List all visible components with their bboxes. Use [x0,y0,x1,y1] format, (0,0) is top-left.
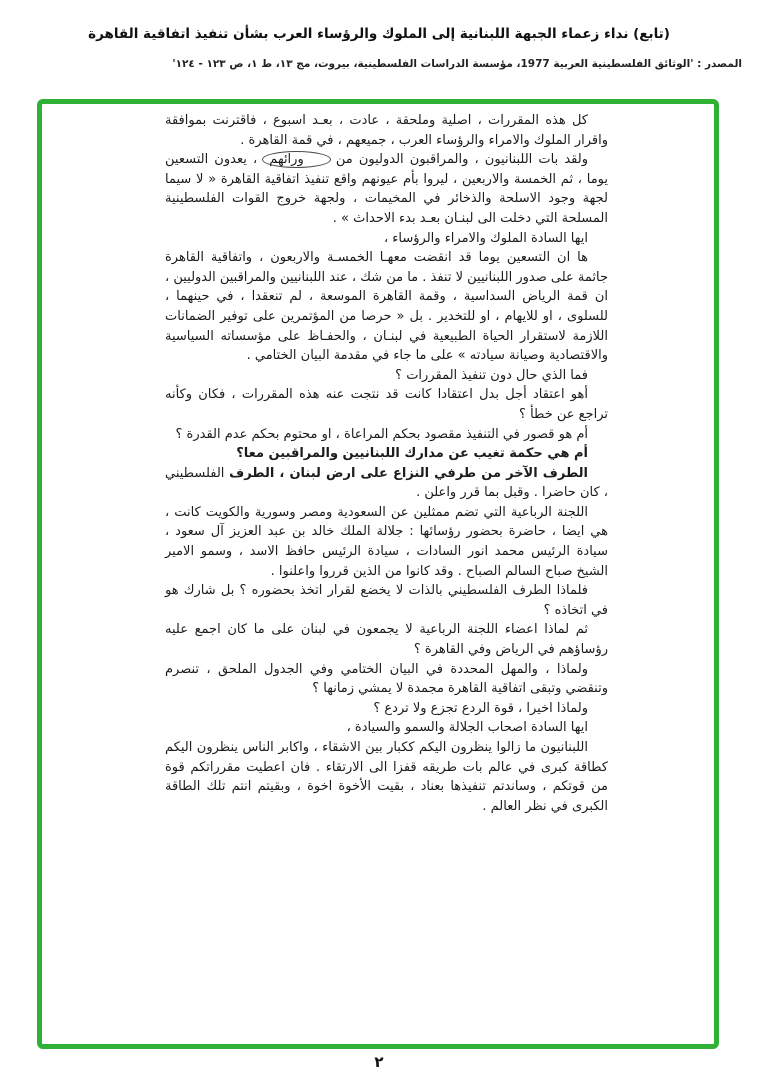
paragraph-emphasized: أم هي حكمة تغيب عن مدارك اللبنانيين والمراقبين معا؟ [236,446,588,462]
paragraph [165,150,608,228]
paragraph: ايها السادة اصحاب الجلالة والسمو والسيادة ، [346,720,588,736]
paragraph: فما الذي حال دون تنفيذ المقررات ؟ [395,367,588,383]
paragraph-text: ولقد بات اللبنانيون ، والمراقبون الدوليون من [329,152,588,168]
paragraph: ولماذا اخيرا ، قوة الردع تجزع ولا تردع ؟ [373,700,588,716]
document-body [165,111,608,816]
paragraph-text: الفلسطيني ، كان حاضرا . وقبل بما قرر واعلن . [165,465,608,501]
paragraph: ولماذا ، والمهل المحددة في البيان الختامي وفي الجدول الملحق ، تنصرم وتنقضي وتبقى اتفاقية القاهرة مجمدة لا يمشي زمانها ؟ [165,661,608,697]
paragraph: اللجنة الرباعية التي تضم ممثلين عن السعودية ومصر وسورية والكويت كانت ، هي ايضا ، حاضرة بحضور رؤسائها : جلالة الملك خالد بن عبد العزيز آل سعود ، سيادة الرئيس محمد انور السادات ، سيادة الرئيس حافظ الاسد ، وسمو الامير الشيخ صباح السالم الصباح . وقد كانوا من الذين قرروا واعلنوا . [165,504,608,579]
paragraph [165,464,608,503]
paragraph: فلماذا الطرف الفلسطيني بالذات لا يخضع لقرار اتخذ بحضوره ؟ بل شارك هو في اتخاذه ؟ [165,583,608,618]
paragraph: أهو اعتقاد أجل بدل اعتقادا كانت قد نتجت عنه هذه المقررات ، فكان وكأنه تراجع عن خطأ ؟ [165,387,608,422]
paragraph: أم هو قصور في التنفيذ مقصود بحكم المراعاة ، او محتوم بحكم عدم القدرة ؟ [175,426,588,442]
paragraph: كل هذه المقررات ، اصلية وملحقة ، عادت ، بعـد اسبوع ، فاقترنت بموافقة واقرار الملوك والامراء والرؤساء العرب ، جميعهم ، في قمة القاهرة . [165,113,608,148]
paragraph: ايها السادة الملوك والامراء والرؤساء ، [383,230,588,246]
paragraph-bold-lead: الطرف الآخر من طرفي النزاع على ارض لبنان ، الطرف [229,465,588,481]
paragraph: اللبنانيون ما زالوا ينظرون اليكم ككبار بين الاشقاء ، واكابر الناس ينظرون اليكم كطاقة كبرى في عالم بات طريقه قفزا الى الارتقاء . فان اعطيت مقرراتكم قوة من قوتكم ، وساندتم تنفيذها بعناد ، بقيت الأخوة اخوة ، وبقيتم انتم تلك الطاقة الكبرى في نظر العالم . [165,740,608,814]
circled-word-annotation: ورائهم [262,151,330,168]
paragraph: ها ان التسعين يوما قد انقضت معهـا الخمسـة والاربعون ، واتفاقية القاهرة جاثمة على صدور اللبنانيين لا تنفذ . ما من شك ، عند اللبنانيين والمراقبين الدوليين ، ان قمة الرياض السداسية ، وقمة القاهرة الموسعة ، لم تنعقدا ، في حينهما ، للسلوى ، او للايهام ، او للتخدير . بل « حرصا من المؤتمرين على توفير الضمانات اللازمة لاستقرار الحياة الطبيعية في لبنـان ، والحفـاظ على مؤسساته السياسية والاقتصادية وصيانة سيادته » على ما جاء في مقدمة البيان الختامي . [165,250,608,364]
paragraph-text: ، يعدون التسعين يوما ، ثم الخمسة والاربعين ، ليروا بأم عيونهم واقع تنفيذ اتفاقية القاهرة « لا سيما لجهة وجود الاسلحة والذخائر في المخيمات ، ولجهة خروج القوات الفلسطينية المسلحة التي دخلت الى لبنـان بعـد بدء الاحداث » . [165,152,608,226]
document-title: (تابع) نداء زعماء الجبهة اللبنانية إلى الملوك والرؤساء العرب بشأن تنفيذ اتفاقية القاهرة [88,26,670,42]
source-citation-line: المصدر : 'الوثائق الفلسطينية العربية 1977، مؤسسة الدراسات الفلسطينية، بيروت، مج ١٣، ط ١، ص ١٢٣ - ١٢٤' [172,58,742,70]
paragraph: ثم لماذا اعضاء اللجنة الرباعية لا يجمعون في لبنان على ما كان اجمع عليه رؤساؤهم في الرياض وفي القاهرة ؟ [165,622,608,658]
page-number: ٢ [374,1053,384,1071]
